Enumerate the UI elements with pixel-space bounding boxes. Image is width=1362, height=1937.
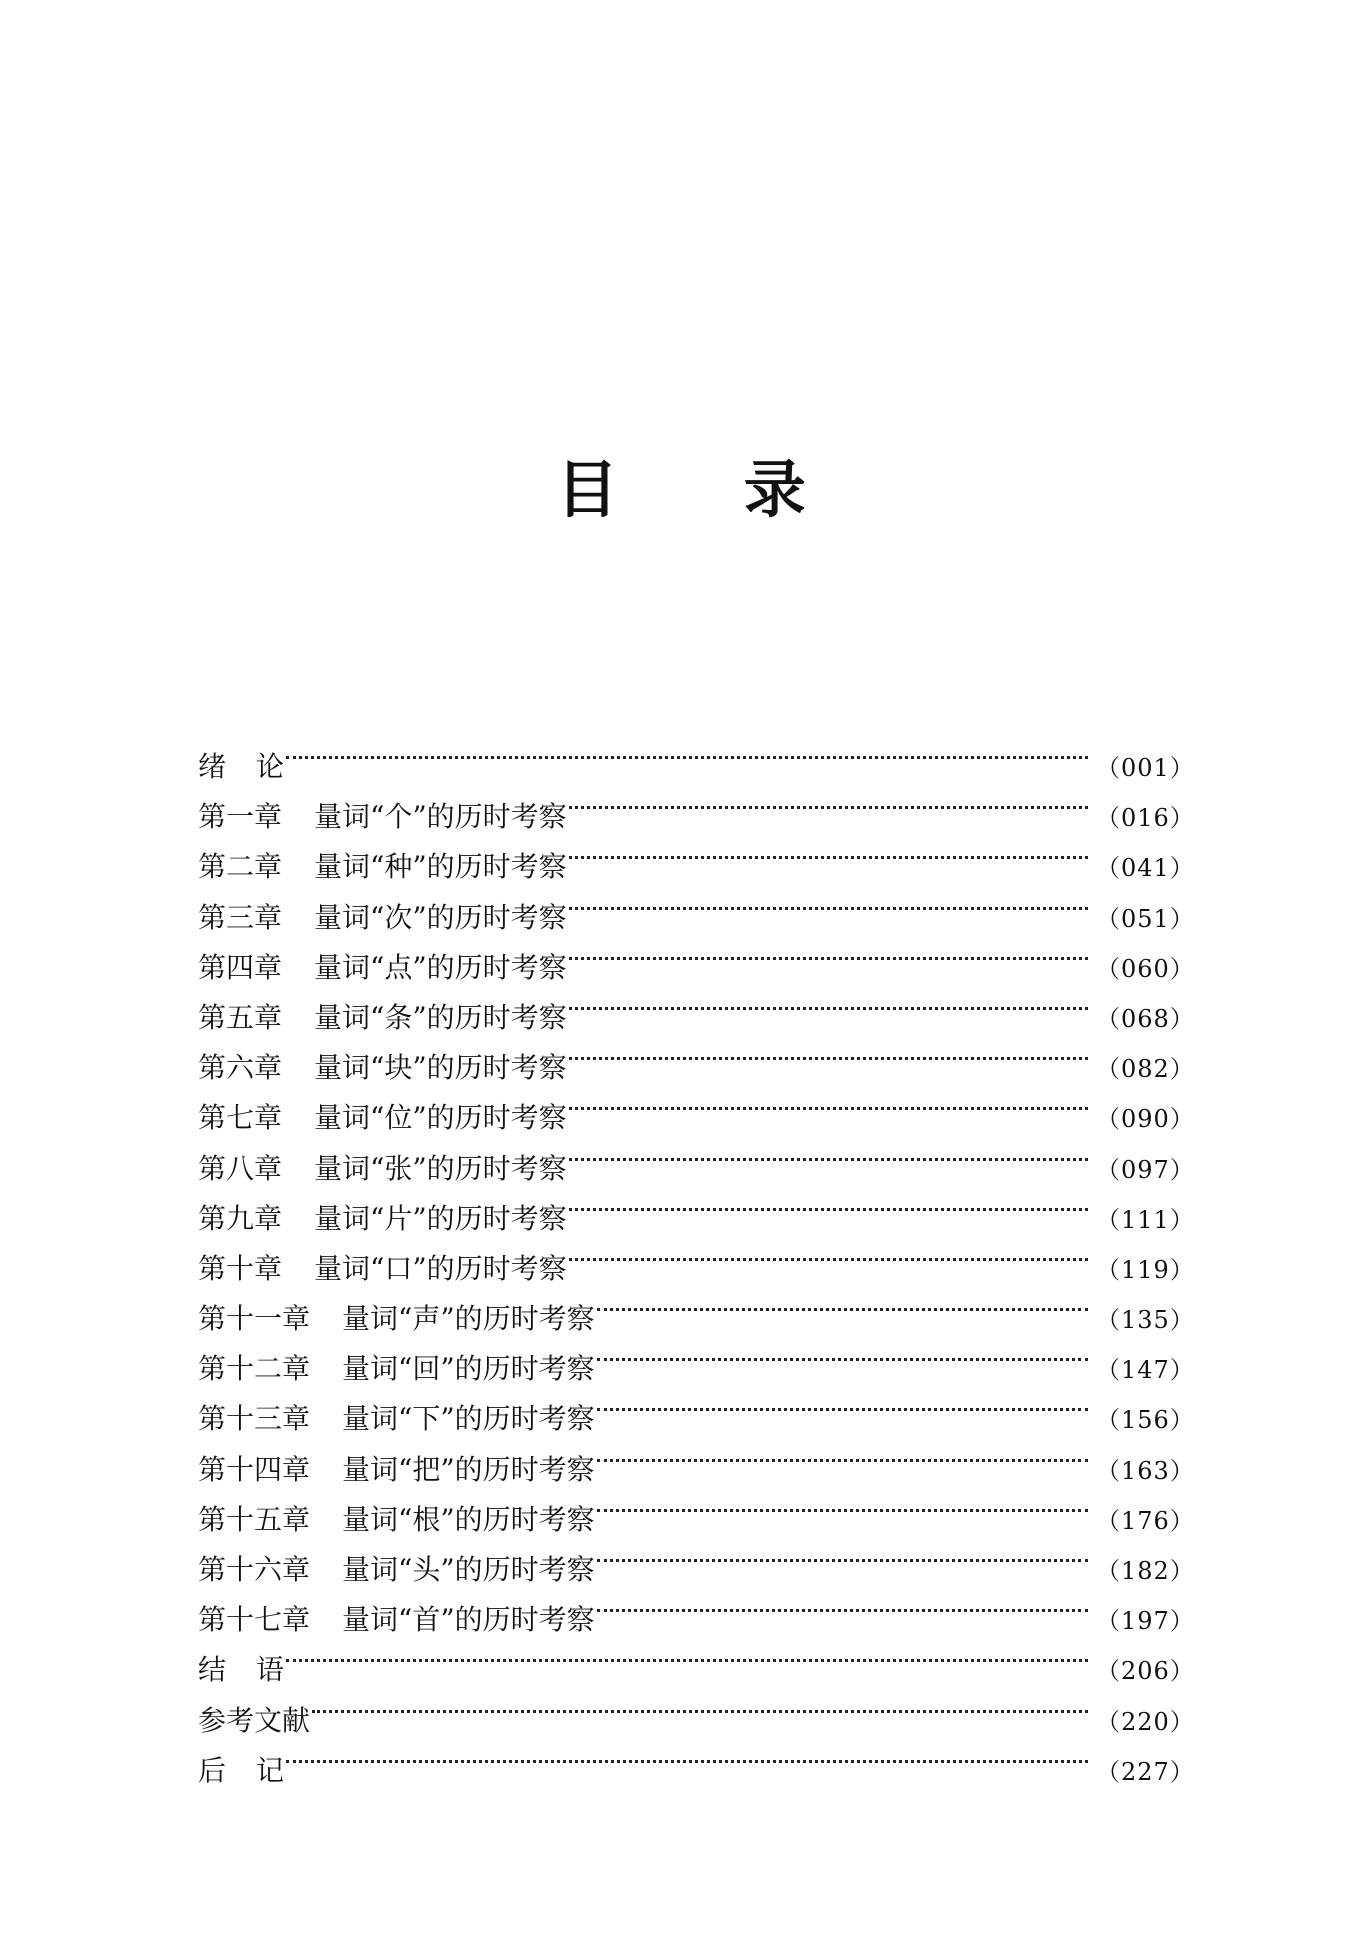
toc-page-number: （068） [1096,1004,1195,1033]
toc-leader-dots [597,1579,1088,1629]
toc-leader-dots [312,1680,1088,1730]
toc-entry-label [198,1746,284,1796]
toc-label-part1: 绪 [198,750,227,783]
toc-entry-references[interactable] [198,1680,1195,1737]
toc-label-part1: 结 [198,1653,227,1687]
toc-entry-label [198,1244,567,1294]
toc-entry-label [198,1495,595,1545]
toc-page-number: （227） [1096,1757,1195,1786]
toc-chapter-number: 第一章 [198,800,283,834]
toc-page-number: （147） [1096,1356,1195,1385]
toc-page-number: （016） [1096,804,1195,833]
toc-label-part2: 论 [256,750,285,783]
toc-entry-label [198,893,567,943]
toc-chapter-title: 量词“个”的历时考察 [314,800,567,834]
toc-chapter-title: 量词“次”的历时考察 [314,900,567,934]
toc-chapter-title: 量词“位”的历时考察 [314,1101,567,1135]
toc-entry-chapter-1[interactable] [198,776,1195,834]
toc-chapter-title: 量词“条”的历时考察 [314,1000,567,1034]
toc-chapter-number: 第十二章 [198,1352,311,1386]
toc-entry-label [198,842,567,892]
toc-leader-dots [569,826,1088,876]
toc-page-number: （163） [1096,1456,1195,1485]
toc-leader-dots [597,1328,1088,1378]
toc-leader-dots [286,1629,1088,1679]
toc-chapter-number: 第十章 [198,1251,283,1285]
toc-entry-conclusion[interactable] [198,1629,1195,1687]
toc-chapter-number: 第十一章 [198,1302,311,1336]
toc-page-number: （060） [1096,954,1195,983]
toc-chapter-title: 量词“首”的历时考察 [342,1603,595,1637]
toc-page-number: （051） [1096,904,1195,933]
toc-leader-dots [569,1178,1088,1228]
toc-entry-label [198,1043,567,1093]
toc-chapter-number: 第二章 [198,850,283,884]
toc-page-number: （097） [1096,1155,1195,1184]
toc-entry-label [198,742,284,792]
toc-page-number: （156） [1096,1406,1195,1435]
toc-entry-label [198,1344,595,1394]
toc-chapter-title: 量词“片”的历时考察 [314,1201,567,1235]
toc-label-part2: 记 [256,1753,285,1787]
toc-leader-dots [569,877,1088,927]
toc-entry-label [198,1394,595,1444]
toc-page-number: （090） [1096,1105,1195,1134]
toc-leader-dots [597,1529,1088,1579]
toc-chapter-title: 量词“把”的历时考察 [342,1452,595,1486]
toc-entry-label [198,993,567,1043]
toc-page-number: （197） [1096,1607,1195,1636]
toc-leader-dots [597,1378,1088,1428]
toc-label-text: 参考文献 [198,1703,311,1737]
toc-leader-dots [286,1730,1088,1780]
toc-entry-label [198,1545,595,1595]
toc-page-number: （206） [1096,1657,1195,1686]
toc-page-number: （041） [1096,854,1195,883]
toc-entry-label [198,1194,567,1244]
toc-page-number: （111） [1096,1205,1195,1234]
toc-chapter-title: 量词“张”的历时考察 [314,1151,567,1185]
page-title: 目 录 [556,453,858,526]
toc-entry-label [198,1093,567,1143]
toc-chapter-title: 量词“点”的历时考察 [314,950,567,984]
toc-chapter-title: 量词“头”的历时考察 [342,1553,595,1586]
toc-leader-dots [597,1479,1088,1529]
toc-entry-label [198,792,567,842]
toc-leader-dots [569,1077,1088,1127]
toc-chapter-number: 第四章 [198,950,283,984]
toc-leader-dots [286,726,1088,776]
toc-leader-dots [569,927,1088,977]
toc-page-number: （001） [1096,754,1195,782]
toc-entry-introduction[interactable] [198,726,1195,783]
toc-label-part2: 语 [256,1653,285,1687]
toc-entry-label [198,1144,567,1194]
toc-chapter-title: 量词“种”的历时考察 [314,850,567,884]
toc-chapter-number: 第八章 [198,1151,283,1185]
toc-page-number: （182） [1096,1557,1195,1585]
toc-label-part1: 后 [198,1753,227,1787]
toc-chapter-number: 第十三章 [198,1402,311,1436]
toc-chapter-title: 量词“回”的历时考察 [342,1352,595,1386]
toc-chapter-number: 第三章 [198,900,283,934]
toc-chapter-number: 第十六章 [198,1553,311,1586]
toc-chapter-number: 第九章 [198,1201,283,1235]
toc-chapter-title: 量词“声”的历时考察 [342,1302,595,1336]
toc-chapter-number: 第六章 [198,1051,283,1085]
toc-page-number: （220） [1096,1707,1195,1736]
toc-page-number: （119） [1096,1255,1195,1284]
toc-leader-dots [569,1027,1088,1077]
toc-page-number: （176） [1096,1506,1195,1535]
toc-leader-dots [569,776,1088,826]
table-of-contents [198,726,1195,1787]
toc-page-number: （082） [1096,1055,1195,1084]
toc-entry-label [198,943,567,993]
toc-chapter-title: 量词“根”的历时考察 [342,1502,595,1536]
toc-leader-dots [569,977,1088,1027]
toc-chapter-number: 第五章 [198,1000,283,1034]
toc-leader-dots [569,1228,1088,1278]
toc-entry-label [198,1645,284,1695]
toc-leader-dots [597,1429,1088,1479]
toc-chapter-number: 第十四章 [198,1452,311,1486]
toc-leader-dots [597,1278,1088,1328]
toc-entry-label [198,1445,595,1495]
toc-entry-label [198,1294,595,1344]
toc-chapter-title: 量词“下”的历时考察 [342,1402,595,1436]
toc-page-number: （135） [1096,1306,1195,1335]
toc-entry-afterword[interactable] [198,1730,1195,1787]
toc-chapter-title: 量词“块”的历时考察 [314,1051,567,1085]
toc-leader-dots [569,1128,1088,1178]
toc-chapter-number: 第七章 [198,1101,283,1135]
toc-chapter-number: 第十七章 [198,1603,311,1637]
toc-chapter-title: 量词“口”的历时考察 [314,1251,567,1285]
toc-chapter-number: 第十五章 [198,1502,311,1536]
